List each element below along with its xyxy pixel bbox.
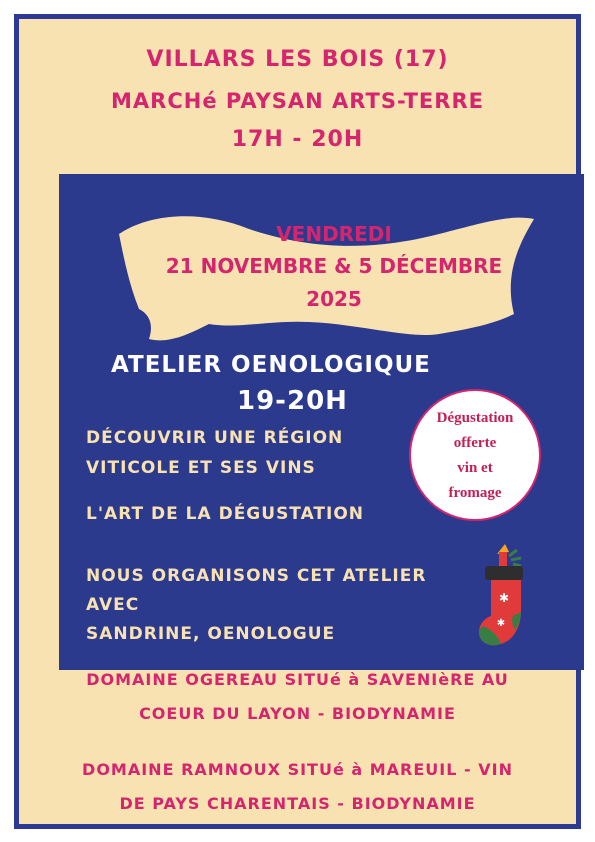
svg-text:✱: ✱ <box>496 618 506 629</box>
atelier-item-6: SANDRINE, OENOLOGUE <box>86 624 336 644</box>
christmas-stocking-icon <box>477 544 537 654</box>
atelier-time: 19-20H <box>237 386 348 416</box>
banner-day: VENDREDI <box>276 222 392 246</box>
badge-line-2: offerte <box>453 435 497 451</box>
footer-line-3: DOMAINE RAMNOUX SITUé à MAREUIL - VIN <box>82 760 513 779</box>
atelier-item-4: NOUS ORGANISONS CET ATELIER <box>86 566 427 586</box>
atelier-item-3: L'ART DE LA DÉGUSTATION <box>86 504 365 524</box>
banner-year: 2025 <box>306 287 362 311</box>
event-panel <box>59 174 584 670</box>
tasting-badge <box>409 389 541 521</box>
atelier-item-2: VITICOLE ET SES VINS <box>86 458 316 478</box>
poster-frame <box>14 14 581 829</box>
atelier-item-1: DÉCOUVRIR UNE RÉGION <box>86 428 344 448</box>
footer-line-1: DOMAINE OGEREAU SITUé à SAVENIèRE AU <box>86 670 509 689</box>
header-market-name: MARCHé PAYSAN ARTS-TERRE <box>111 89 484 113</box>
header-hours: 17H - 20H <box>231 127 364 152</box>
atelier-item-5: AVEC <box>86 595 140 615</box>
badge-line-4: fromage <box>448 485 502 501</box>
atelier-title: ATELIER OENOLOGIQUE <box>111 352 431 378</box>
banner-dates: 21 NOVEMBRE & 5 DÉCEMBRE <box>165 254 503 278</box>
footer-line-4: DE PAYS CHARENTAIS - BIODYNAMIE <box>119 794 476 813</box>
svg-text:✱: ✱ <box>498 591 510 605</box>
badge-line-1: Dégustation <box>436 410 514 426</box>
header-location: VILLARS LES BOIS (17) <box>146 47 449 72</box>
badge-line-3: vin et <box>457 460 493 476</box>
footer-line-2: COEUR DU LAYON - BIODYNAMIE <box>139 704 456 723</box>
